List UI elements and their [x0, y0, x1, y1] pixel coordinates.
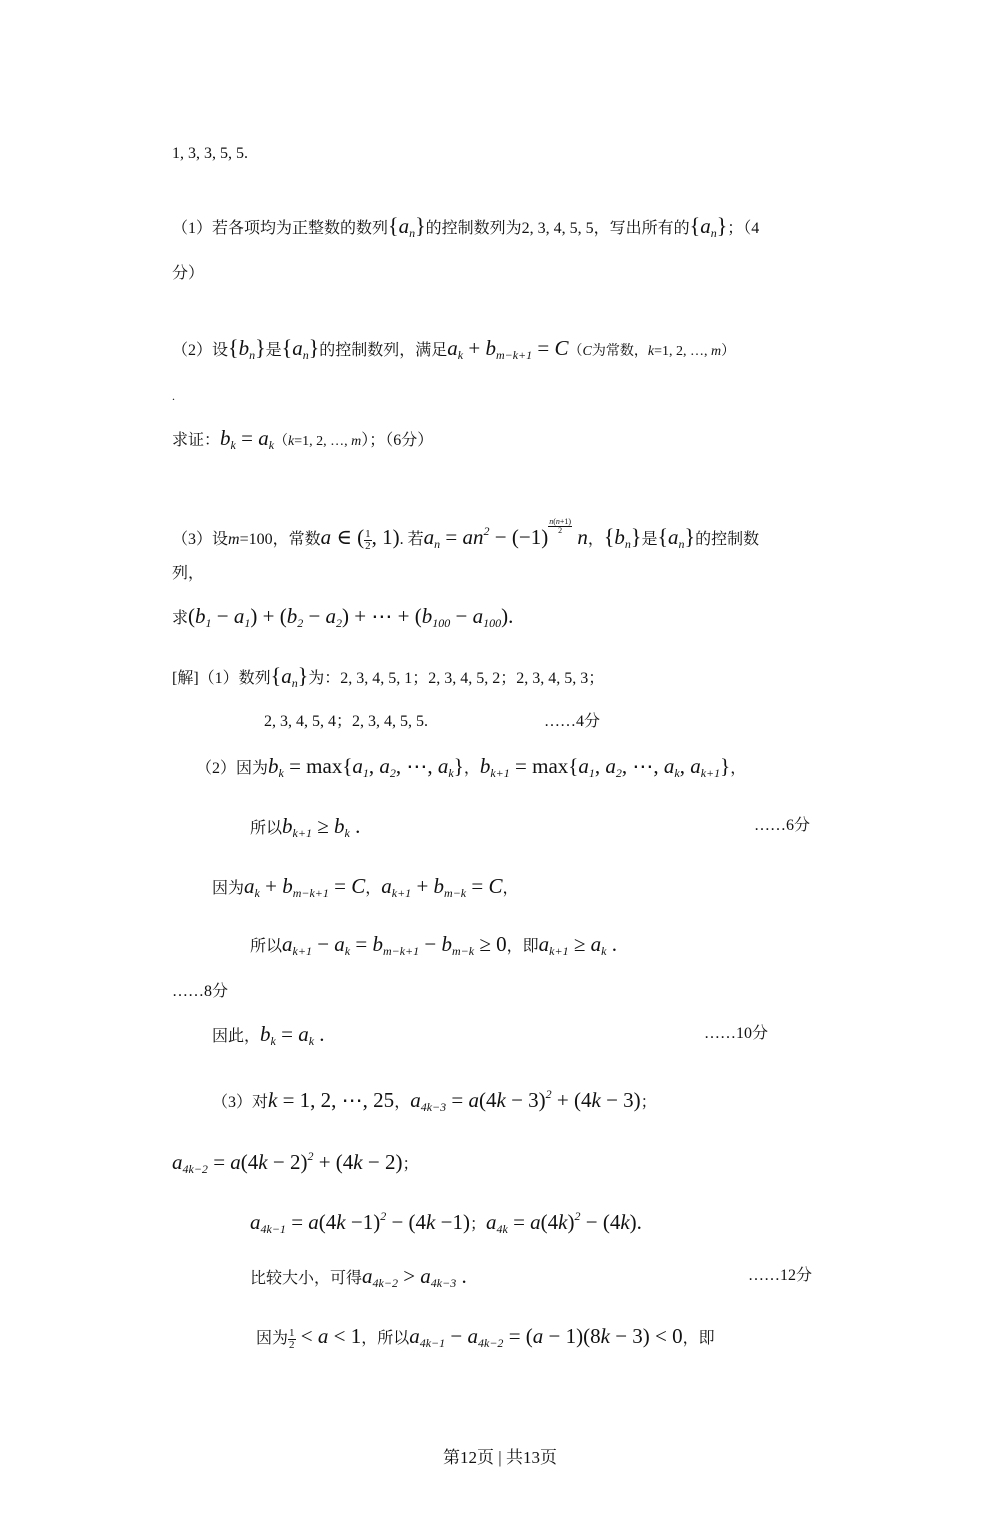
- math-bk1-ge-bk: $b_{k+1} \ge b_k$ .: [282, 814, 361, 840]
- q3-text-e: ，: [587, 531, 604, 548]
- score-6: ……6分: [754, 817, 811, 834]
- math-final-ineq: $a_{4k-1} - a_{4k-2} = (a - 1)(8k - 3) < 0$: [409, 1324, 683, 1350]
- q2-text-f: 为常数，: [591, 344, 648, 359]
- math-bk-eq-ak: $b_k = a_k$: [220, 426, 275, 452]
- math-seq-an: $\{a_n\}$: [281, 335, 320, 362]
- sol2-text-b: ，: [463, 760, 480, 777]
- q2-text-b: 是: [265, 342, 282, 359]
- sol3-text-f: 比较大小，可得: [250, 1270, 363, 1287]
- sol2-text-g: ，: [502, 880, 519, 897]
- q3-ask-label: 求: [172, 610, 189, 627]
- q3-line: [172, 518, 759, 556]
- sol3-text-d: ；: [402, 1156, 419, 1173]
- math-bk-eq-ak-result: $b_k = a_k$ .: [260, 1022, 325, 1048]
- q3-text-f: 是: [641, 531, 658, 548]
- math-a4k: $a_{4k} = a(4k)^2 - (4k)$.: [485, 1209, 642, 1236]
- q2-text-c: 的控制数列，满足: [319, 342, 448, 359]
- q2-cond-a: （: [274, 434, 289, 449]
- sol3-line-4: [250, 1264, 467, 1295]
- q1-line-2: 分）: [172, 265, 205, 282]
- math-a-range: a ∈ ( $\frac{1}{2}$ , 1): [320, 525, 400, 552]
- q1-line: [172, 214, 759, 245]
- sol3-text-e: ；: [469, 1216, 486, 1233]
- math-k-range: k = 1, 2, ⋯, 25: [268, 1088, 395, 1112]
- sol3-line-1: [212, 1082, 657, 1119]
- sol3-line-2: [172, 1144, 418, 1181]
- q2-text-d: （: [568, 344, 583, 359]
- sol2-line-4: [250, 932, 617, 963]
- sol3-text-h: ，所以: [361, 1330, 410, 1347]
- sol2-line-1: [196, 754, 746, 785]
- q2-line: [172, 336, 735, 367]
- math-bk-max: $b_k = \max\{a_1$, $a_2$, ⋯, $a_k$}: [268, 754, 464, 780]
- sol2-text-a: （2）因为: [196, 760, 269, 777]
- math-seq-an: $\{a_n\}$: [657, 524, 696, 551]
- math-seq-an: $\{a_n\}$: [270, 663, 309, 690]
- q2-cond-b: k: [288, 434, 295, 449]
- q2-text-i: m: [710, 344, 722, 359]
- top-line: 1, 3, 3, 5, 5.: [172, 145, 248, 162]
- math-compare: $a_{4k-2} > a_{4k-3}$ .: [362, 1264, 467, 1290]
- math-eq-2: $a_{k+1} + b_{m-k} = C$: [381, 874, 503, 900]
- sol3-text-g: 因为: [256, 1330, 289, 1347]
- q3-text-c: =100，常数: [239, 531, 321, 548]
- q3-text-b: m: [228, 531, 240, 548]
- q1-text-b: 的控制数列为2, 3, 4, 5, 5，写出所有的: [425, 220, 690, 237]
- q2-dot: .: [172, 389, 175, 403]
- sol3-text-c: ；: [640, 1094, 657, 1111]
- math-diff: $a_{k+1} - a_k = b_{m-k+1} - b_{m-k} \ge 0$: [282, 932, 507, 958]
- math-an-formula: $a_n = an^2 - (-1)$ $^{\frac{n(n+1)}{2}}$ n: [423, 517, 588, 551]
- q2-prove-line: [172, 426, 433, 457]
- math-a4k1: $a_{4k-1} = a(4k -1)^2 - (4k -1)$: [250, 1209, 470, 1236]
- page-footer: 第12页 | 共13页: [443, 1448, 557, 1467]
- score-10: ……10分: [704, 1025, 769, 1042]
- math-condition: $a_k + b_{m-k+1} = C$: [447, 336, 569, 362]
- math-seq-an: $\{a_n\}$: [388, 213, 426, 240]
- q2-prove-label: 求证：: [172, 432, 221, 449]
- sol2-line-5: [212, 1022, 325, 1053]
- q3-text-d: . 若: [399, 531, 424, 548]
- q2-cond-d: m: [351, 434, 362, 449]
- math-eq-1: $a_k + b_{m-k+1} = C$: [244, 874, 366, 900]
- sol2-text-h: 所以: [250, 938, 283, 955]
- sol2-text-c: ，: [730, 760, 747, 777]
- sol3-text-i: ，即: [682, 1330, 715, 1347]
- score-12: ……12分: [748, 1267, 813, 1284]
- q2-text-a: （2）设: [172, 342, 229, 359]
- sol1-text-a: 为：2, 3, 4, 5, 1；2, 3, 4, 5, 2；2, 3, 4, 5, 3；: [308, 670, 605, 687]
- q2-text-h: =1, 2, …,: [654, 344, 711, 359]
- sol2-text-i: ，即: [506, 938, 539, 955]
- sol3-text-a: （3）对: [212, 1094, 269, 1111]
- q2-text-j: ）: [721, 344, 736, 359]
- q3-text-a: （3）设: [172, 531, 229, 548]
- q1-text-a: （1）若各项均为正整数的数列: [172, 220, 389, 237]
- sol2-text-f: ，: [365, 880, 382, 897]
- sol1-line-2: 2, 3, 4, 5, 4；2, 3, 4, 5, 5.: [264, 713, 429, 730]
- q3-text-g: 的控制数: [695, 531, 760, 548]
- sol2-text-e: 因为: [212, 880, 245, 897]
- math-bk1-max: $b_{k+1} = \max\{a_1$, $a_2$, ⋯, $a_k$, $a_{k+1}$}: [479, 754, 731, 780]
- q2-cond-e: ）；（6分）: [361, 432, 434, 449]
- math-ak1-ge-ak: $a_{k+1} \ge a_k$ .: [538, 932, 617, 958]
- sol-head: [解]（1）数列: [172, 670, 271, 687]
- sol2-line-3: [212, 874, 519, 905]
- math-seq-an-2: $\{a_n\}$: [689, 213, 728, 240]
- sol2-text-j: 因此，: [212, 1028, 261, 1045]
- score-8: ……8分: [172, 983, 229, 1000]
- math-a4k3: $a_{4k-3} = a(4k - 3)^2 + (4k - 3)$: [410, 1087, 641, 1114]
- sol2-text-d: 所以: [250, 820, 283, 837]
- q1-text-c: ；（4: [727, 220, 760, 237]
- math-a4k2: $a_{4k-2} = a(4k - 2)^2 + (4k - 2)$: [172, 1149, 403, 1176]
- q2-cond-c: =1, 2, …,: [294, 434, 352, 449]
- score-4: ……4分: [544, 713, 601, 730]
- math-seq-bn: $\{b_n\}$: [228, 335, 266, 362]
- math-seq-bn: $\{b_n\}$: [603, 524, 642, 551]
- math-a-bound: $\frac{1}{2}$ < a < 1: [289, 1324, 362, 1351]
- sol3-text-b: ，: [394, 1094, 411, 1111]
- q2-text-g: k: [647, 344, 655, 359]
- q3-line-2: 列，: [172, 565, 205, 582]
- math-sum-expression: $(b_1 - a_1) + (b_2 - a_2)$ + ⋯ + $(b_{100} - a_{100})$.: [188, 604, 514, 630]
- sol3-line-5: [256, 1324, 715, 1355]
- q3-ask-line: [172, 604, 513, 635]
- q2-text-e: C: [582, 344, 592, 359]
- sol2-line-2: [250, 814, 360, 845]
- sol1-line: [172, 664, 604, 695]
- sol3-line-3: [250, 1204, 642, 1241]
